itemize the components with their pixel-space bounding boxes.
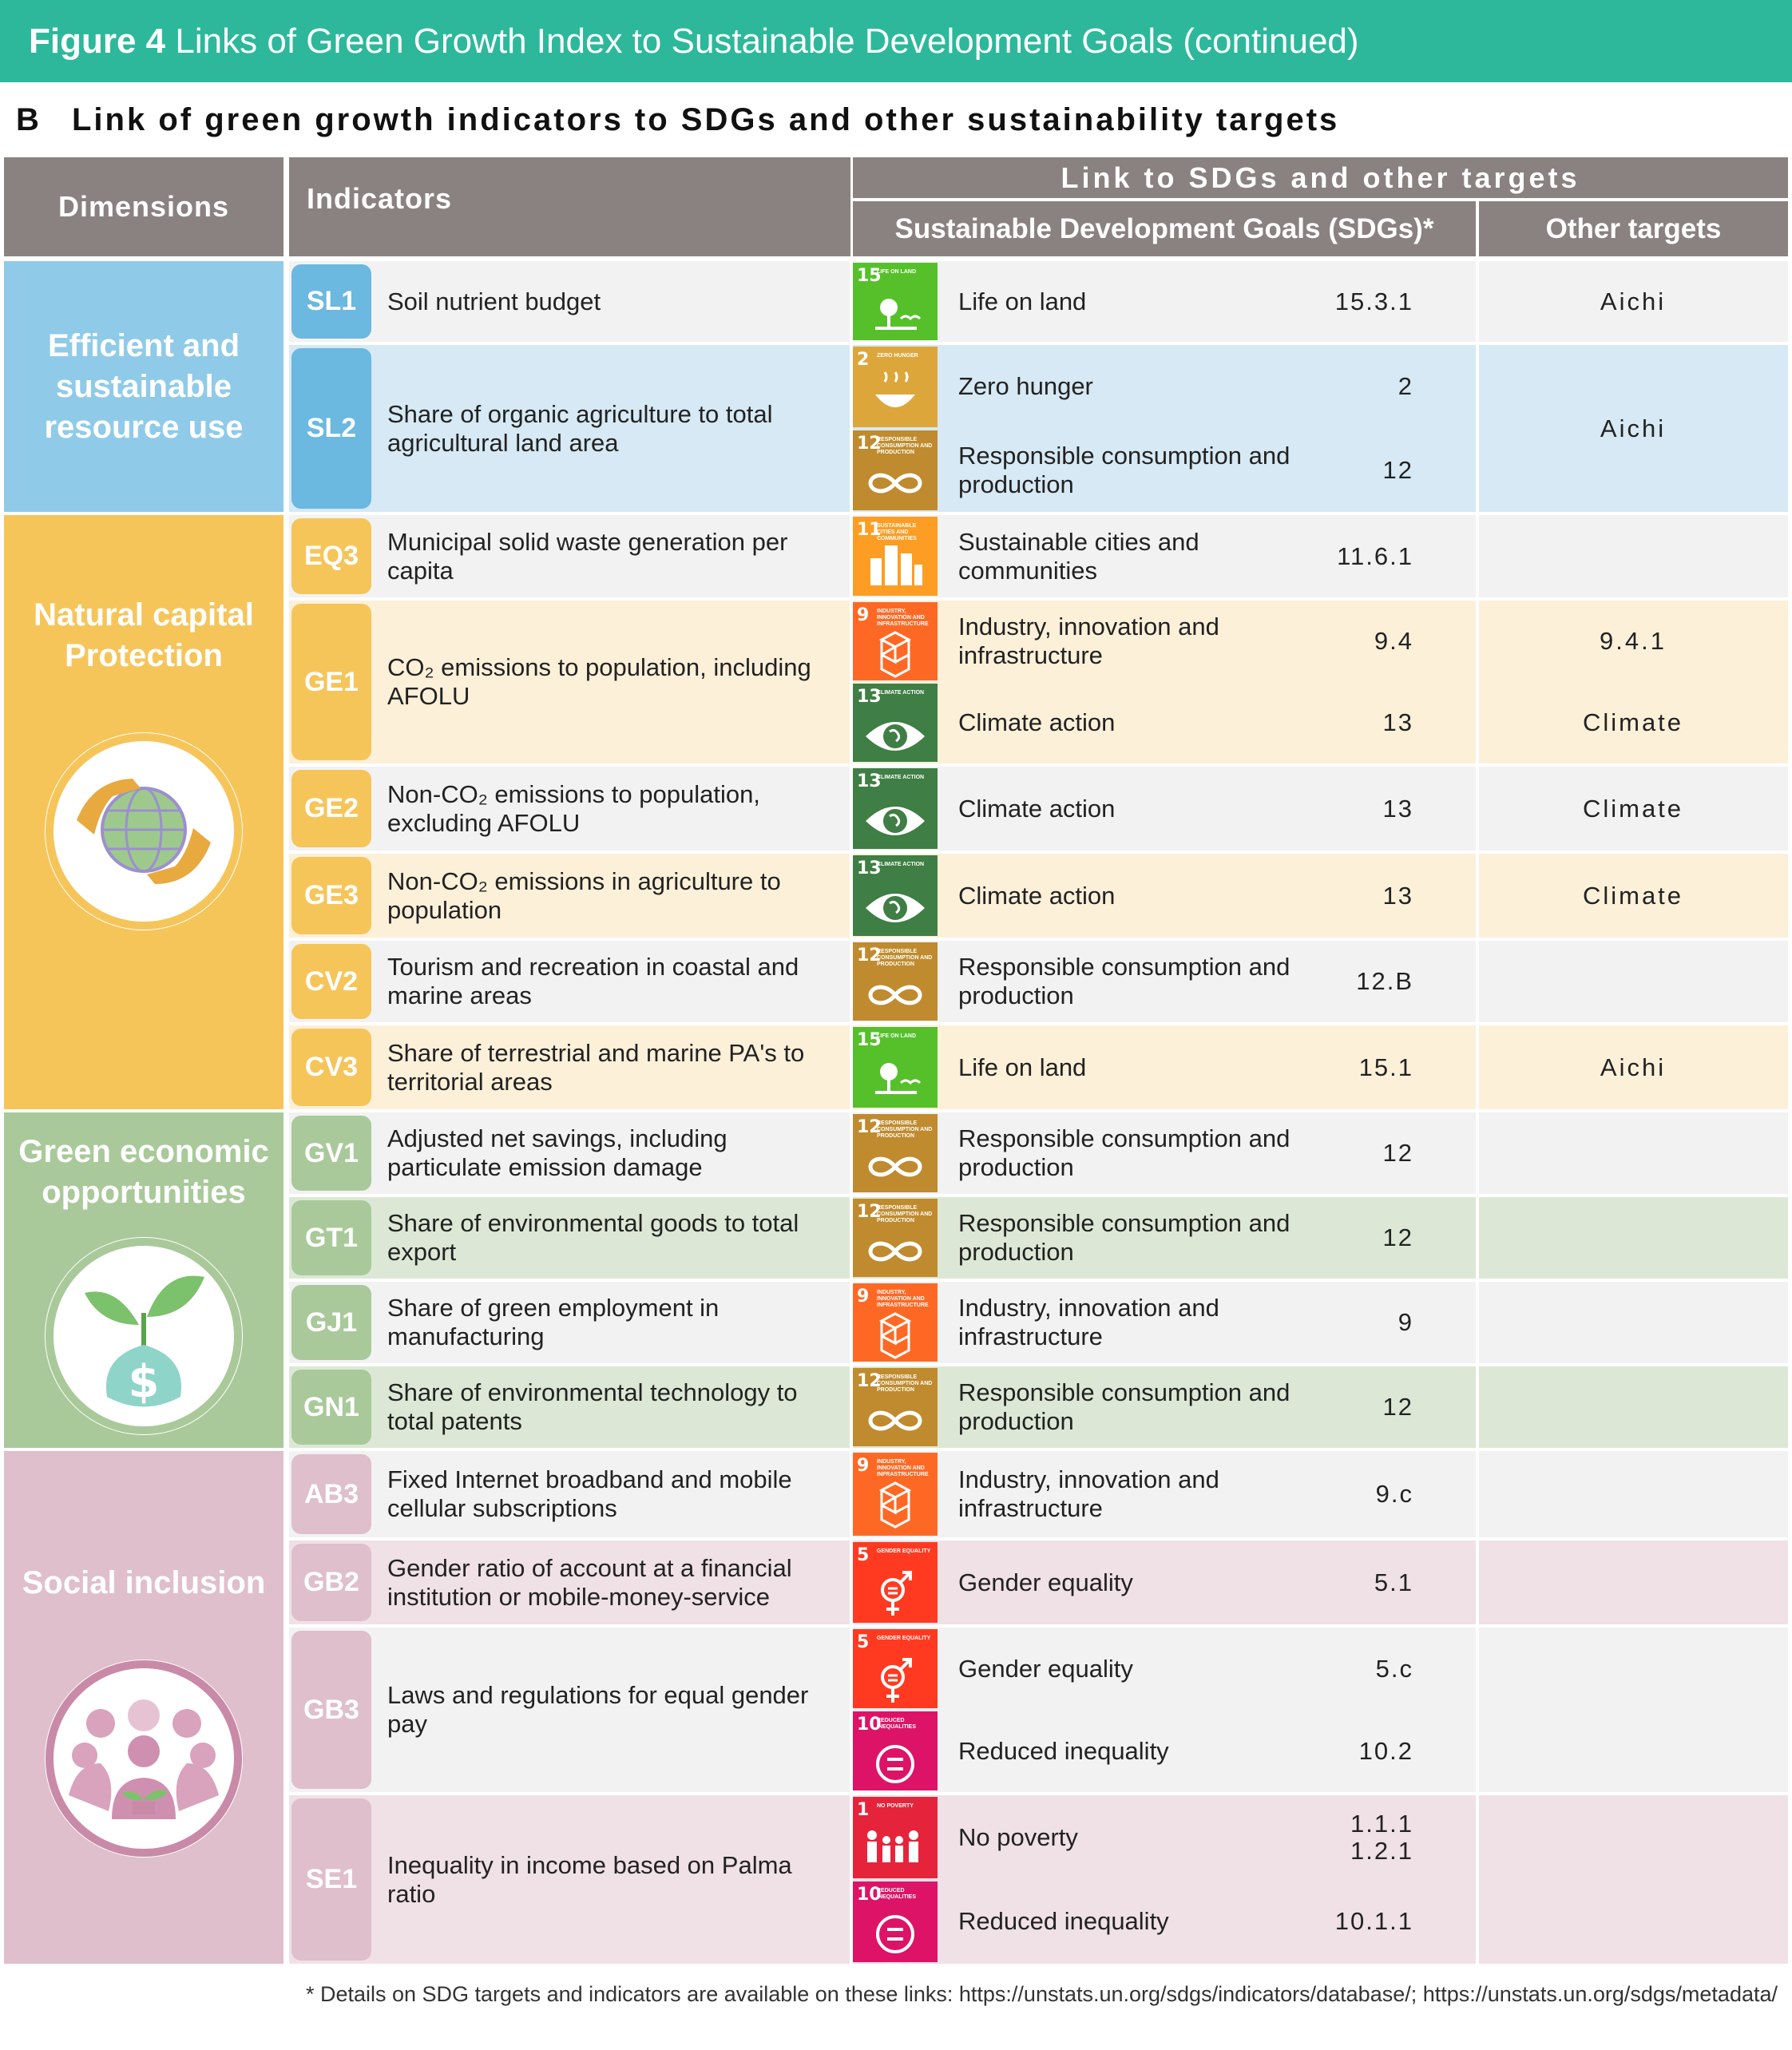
sdg-target-value: 9.4	[1374, 627, 1413, 655]
other-target: Climate	[1582, 881, 1684, 910]
other-target	[1479, 515, 1787, 597]
indicator-code: AB3	[291, 1454, 371, 1534]
sdg-tile-label: RESPONSIBLE CONSUMPTION AND PRODUCTION	[877, 436, 933, 455]
header-link: Link to SDGs and other targets	[853, 157, 1788, 198]
sdg-name: Responsible consumption and production	[958, 441, 1290, 498]
sdg-tile-label: RESPONSIBLE CONSUMPTION AND PRODUCTION	[877, 1205, 933, 1223]
other-target	[1479, 1540, 1787, 1624]
other-target: 9.4.1	[1600, 627, 1667, 655]
sdg-12-tile	[853, 1114, 938, 1192]
sdg-12-tile	[853, 430, 938, 511]
sdg-name: Industry, innovation and infrastructure	[958, 1294, 1219, 1350]
sdg-name: Climate action	[958, 794, 1116, 823]
indicator-code: CV3	[291, 1029, 371, 1106]
sdg-target	[1278, 854, 1413, 938]
indicator-name: Inequality in income based on Palma ratio	[387, 1850, 792, 1908]
sdg-number: 12	[857, 946, 882, 966]
sdg-9-tile	[853, 1283, 938, 1362]
indicator-name: Adjusted net savings, including particulate emission damage	[387, 1124, 728, 1181]
sdg-2-tile	[853, 347, 938, 427]
sdg-1-tile	[853, 1797, 938, 1878]
sdg-tile-label: REDUCED INEQUALITIES	[877, 1887, 917, 1900]
other-target	[1479, 1112, 1787, 1194]
sdg-target	[1278, 941, 1413, 1022]
sdg-number: 13	[857, 687, 882, 707]
community-icon	[45, 1659, 243, 1858]
sdg-target	[1278, 1795, 1413, 1880]
indicator-name: Share of green employment in manufacturing	[387, 1294, 720, 1350]
indicator-code: GT1	[291, 1200, 371, 1275]
sdg-number: 11	[857, 520, 882, 540]
indicator-name: Tourism and recreation in coastal and marine areas	[387, 953, 799, 1009]
sdg-tile-label: RESPONSIBLE CONSUMPTION AND PRODUCTION	[877, 1120, 933, 1139]
sdg-tile-label: INDUSTRY, INNOVATION AND INFRASTRUCTURE	[877, 609, 929, 627]
sdg-number: 15	[857, 266, 882, 286]
sdg-12-tile	[853, 942, 938, 1021]
dimension-social-inclusion: Social inclusion	[4, 1451, 283, 1964]
money-plant-icon	[45, 1237, 243, 1435]
figure-number: Figure 4	[29, 22, 166, 61]
sdg-target	[1278, 261, 1413, 342]
sdg-name: Life on land	[958, 1053, 1087, 1081]
sdg-target-value: 13	[1382, 708, 1413, 736]
sdg-name: Zero hunger	[958, 372, 1093, 401]
sdg-name: No poverty	[958, 1822, 1078, 1851]
sdg-5-tile	[853, 1542, 938, 1623]
indicator-name: Soil nutrient budget	[387, 287, 601, 315]
sdg-10-tile	[853, 1881, 938, 1963]
other-target: Aichi	[1600, 1053, 1667, 1081]
sdg-target-value: 13	[1382, 881, 1413, 910]
sdg-11-tile	[853, 517, 938, 596]
sdg-tile-label: SUSTAINABLE CITIES AND COMMUNITIES	[877, 523, 917, 541]
header-indicators: Indicators	[289, 157, 850, 256]
indicator-code: GV1	[291, 1116, 371, 1191]
sdg-15-tile	[853, 263, 938, 340]
indicator-code: SL1	[291, 264, 371, 339]
column-divider	[1476, 261, 1479, 1964]
sdg-tile-label: INDUSTRY, INNOVATION AND INFRASTRUCTURE	[877, 1459, 929, 1477]
other-target: Climate	[1582, 708, 1684, 736]
sdg-name: Responsible consumption and production	[958, 1209, 1290, 1266]
sdg-target-value: 11.6.1	[1337, 541, 1413, 570]
sdg-name: Reduced inequality	[958, 1907, 1169, 1936]
sdg-number: 12	[857, 1117, 882, 1137]
indicator-code: GN1	[291, 1370, 371, 1445]
sdg-tile-label: RESPONSIBLE CONSUMPTION AND PRODUCTION	[877, 1374, 933, 1393]
sdg-15-tile	[853, 1027, 938, 1108]
indicator-name: CO₂ emissions to population, including AFOLU	[387, 653, 811, 710]
sdg-tile-label: LIFE ON LAND	[877, 1033, 916, 1039]
sdg-name: Responsible consumption and production	[958, 1378, 1290, 1435]
other-target: Aichi	[1600, 287, 1667, 315]
figure-banner	[0, 0, 1792, 82]
sdg-target	[1278, 429, 1413, 513]
sdg-12-tile	[853, 1368, 938, 1446]
indicator-code: SE1	[291, 1798, 371, 1961]
sdg-target-value: 12.B	[1356, 967, 1413, 995]
sdg-name: Gender equality	[958, 1654, 1133, 1683]
sdg-target	[1278, 1628, 1413, 1710]
dimension-natural-capital: Natural capital Protection	[4, 515, 283, 1109]
sdg-number: 10	[857, 1884, 882, 1905]
other-target	[1479, 1628, 1787, 1792]
sdg-number: 5	[857, 1545, 870, 1565]
indicator-name: Municipal solid waste generation per capita	[387, 527, 788, 585]
footnote: * Details on SDG targets and indicators are available on these links: https://unstats.un.org/sdgs/indicators/database/; https://unstats.un.org/sdgs/metadata/	[305, 1982, 1778, 2006]
indicator-code: EQ3	[291, 518, 371, 594]
indicator-code: GJ1	[291, 1285, 371, 1360]
sdg-name: Responsible consumption and production	[958, 953, 1290, 1009]
sdg-tile-label: ZERO HUNGER	[877, 353, 918, 359]
sdg-13-tile	[853, 768, 938, 849]
sdg-target-value: 15.3.1	[1334, 287, 1413, 315]
sdg-name: Climate action	[958, 708, 1116, 736]
column-divider	[286, 261, 289, 1964]
sdg-name: Climate action	[958, 881, 1116, 910]
sdg-name: Sustainable cities and communities	[958, 527, 1199, 585]
sdg-number: 9	[857, 1456, 870, 1476]
hands-globe-icon	[45, 732, 243, 930]
sdg-number: 1	[857, 1800, 870, 1820]
sdg-target-value: 13	[1382, 794, 1413, 823]
indicator-name: Share of environmental technology to total patents	[387, 1378, 798, 1435]
sdg-target	[1278, 1880, 1413, 1965]
header-sdgs: Sustainable Development Goals (SDGs)*	[853, 201, 1476, 256]
other-target	[1479, 1366, 1787, 1448]
sdg-target-value: 10.1.1	[1334, 1907, 1413, 1936]
other-target: Climate	[1582, 794, 1684, 823]
section-letter: B	[16, 102, 42, 137]
other-target	[1479, 1795, 1787, 1964]
sdg-target	[1278, 1025, 1413, 1109]
figure-title: Links of Green Growth Index to Sustainable Development Goals (continued)	[175, 22, 1359, 61]
sdg-tile-label: RESPONSIBLE CONSUMPTION AND PRODUCTION	[877, 949, 933, 967]
sdg-target-value: 1.1.1 1.2.1	[1350, 1809, 1413, 1865]
indicator-name: Share of terrestrial and marine PA's to territorial areas	[387, 1038, 805, 1096]
sdg-9-tile	[853, 1453, 938, 1536]
sdg-target	[1278, 1112, 1413, 1194]
indicator-code: GB3	[291, 1631, 371, 1789]
header-dimensions: Dimensions	[4, 157, 283, 256]
sdg-target-value: 9	[1398, 1308, 1413, 1336]
sdg-name: Industry, innovation and infrastructure	[958, 613, 1219, 669]
sdg-name: Gender equality	[958, 1568, 1133, 1596]
other-target	[1479, 1197, 1787, 1279]
indicator-name: Fixed Internet broadband and mobile cellular subscriptions	[387, 1465, 792, 1522]
indicator-code: CV2	[291, 944, 371, 1019]
sdg-number: 9	[857, 605, 870, 625]
indicator-code: SL2	[291, 348, 371, 509]
sdg-target-value: 12	[1382, 1139, 1413, 1167]
sdg-tile-label: INDUSTRY, INNOVATION AND INFRASTRUCTURE	[877, 1290, 929, 1308]
sdg-target	[1278, 345, 1413, 429]
sdg-number: 2	[857, 350, 870, 370]
sdg-10-tile	[853, 1711, 938, 1790]
sdg-tile-label: CLIMATE ACTION	[877, 862, 925, 867]
sdg-tile-label: GENDER EQUALITY	[877, 1636, 931, 1641]
sdg-target	[1278, 767, 1413, 851]
indicator-name: Non-CO₂ emissions in agriculture to population	[387, 866, 781, 924]
sdg-9-tile	[853, 602, 938, 680]
sdg-target	[1278, 682, 1413, 763]
sdg-target-value: 12	[1382, 1223, 1413, 1251]
sdg-target-value: 5.1	[1374, 1568, 1413, 1596]
other-target	[1479, 1282, 1787, 1363]
sdg-target-value: 2	[1398, 372, 1413, 401]
sdg-target	[1278, 1282, 1413, 1363]
sdg-target	[1278, 1710, 1413, 1792]
indicator-name: Laws and regulations for equal gender pay	[387, 1681, 809, 1738]
sdg-name: Responsible consumption and production	[958, 1124, 1290, 1181]
sdg-tile-label: CLIMATE ACTION	[877, 775, 925, 780]
sdg-target	[1278, 515, 1413, 597]
sdg-name: Industry, innovation and infrastructure	[958, 1465, 1219, 1522]
other-target	[1479, 941, 1787, 1022]
indicator-code: GE2	[291, 770, 371, 847]
sdg-number: 12	[857, 433, 882, 454]
sdg-number: 5	[857, 1632, 870, 1652]
column-divider	[850, 261, 853, 1964]
sdg-number: 12	[857, 1202, 882, 1222]
other-target	[1479, 1451, 1787, 1537]
sdg-12-tile	[853, 1199, 938, 1277]
indicator-code: GE1	[291, 604, 371, 760]
sdg-number: 9	[857, 1287, 870, 1307]
sdg-target-value: 12	[1382, 455, 1413, 484]
section-title: Link of green growth indicators to SDGs and other sustainability targets	[72, 102, 1340, 137]
sdg-target-value: 15.1	[1358, 1053, 1413, 1081]
sdg-target-value: 12	[1382, 1393, 1413, 1421]
sdg-target	[1278, 601, 1413, 682]
sdg-13-tile	[853, 684, 938, 762]
sdg-number: 12	[857, 1371, 882, 1391]
sdg-number: 13	[857, 771, 882, 791]
sdg-5-tile	[853, 1629, 938, 1708]
sdg-target	[1278, 1197, 1413, 1279]
indicator-name: Share of organic agriculture to total agricultural land area	[387, 399, 773, 457]
other-target: Aichi	[1600, 414, 1667, 442]
sdg-target	[1278, 1451, 1413, 1537]
svg-text:$: $	[128, 1356, 160, 1408]
header-other-targets: Other targets	[1479, 201, 1788, 256]
dimension-green-economic: Green economic opportunities $	[4, 1112, 283, 1448]
sdg-tile-label: REDUCED INEQUALITIES	[877, 1718, 917, 1730]
indicator-name: Non-CO₂ emissions to population, excluding AFOLU	[387, 779, 760, 837]
sdg-tile-label: GENDER EQUALITY	[877, 1548, 931, 1554]
sdg-number: 13	[857, 858, 882, 878]
indicator-name: Gender ratio of account at a financial institution or mobile-money-service	[387, 1553, 792, 1611]
sdg-target-value: 10.2	[1358, 1736, 1413, 1765]
sdg-tile-label: CLIMATE ACTION	[877, 690, 925, 696]
indicator-code: GE3	[291, 857, 371, 934]
section-heading	[16, 102, 1339, 138]
sdg-tile-label: NO POVERTY	[877, 1803, 914, 1809]
sdg-13-tile	[853, 855, 938, 936]
sdg-number: 15	[857, 1030, 882, 1050]
sdg-name: Reduced inequality	[958, 1736, 1169, 1765]
sdg-target	[1278, 1540, 1413, 1624]
sdg-target-value: 5.c	[1375, 1654, 1413, 1683]
sdg-number: 10	[857, 1715, 882, 1735]
dimension-resource-use: Efficient and sustainable resource use	[4, 261, 283, 512]
sdg-name: Life on land	[958, 287, 1087, 315]
indicator-code: GB2	[291, 1544, 371, 1621]
indicator-name: Share of environmental goods to total export	[387, 1209, 799, 1266]
sdg-tile-label: LIFE ON LAND	[877, 269, 916, 275]
sdg-target	[1278, 1366, 1413, 1448]
sdg-target-value: 9.c	[1375, 1480, 1413, 1508]
